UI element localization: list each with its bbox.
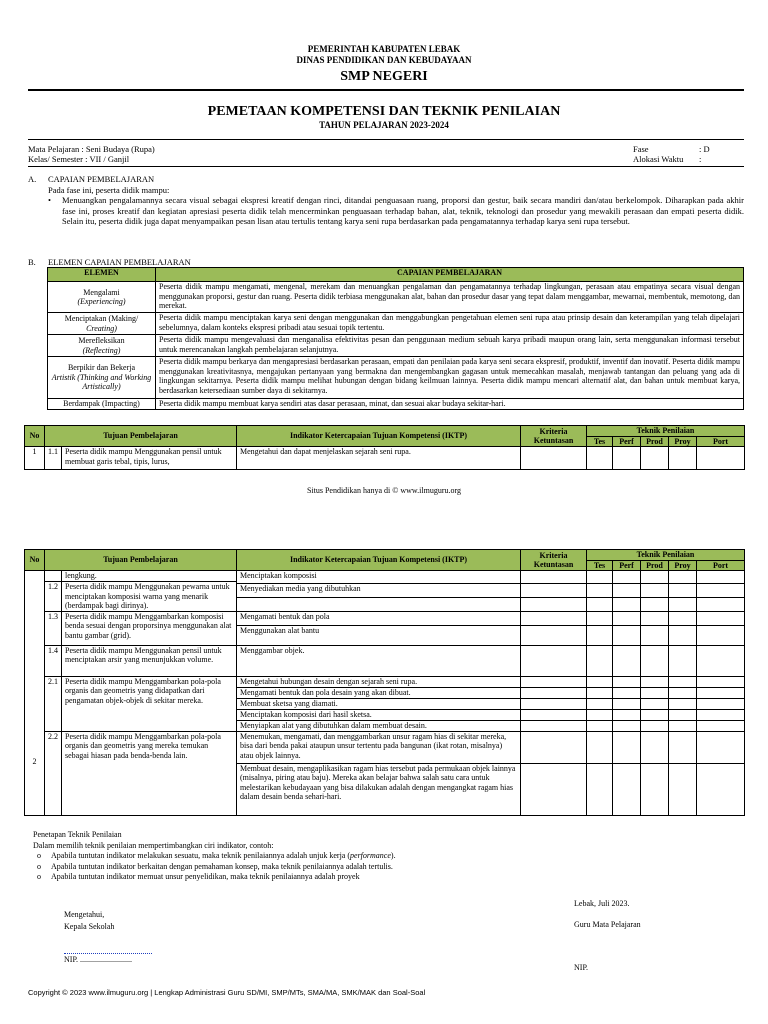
place-date: Lebak, Juli 2023. bbox=[574, 899, 630, 908]
tes-cell bbox=[587, 687, 613, 698]
tes-cell bbox=[587, 698, 613, 709]
prod-cell bbox=[641, 447, 669, 470]
iktp-cell: Menciptakan komposisi dari hasil sketsa. bbox=[237, 709, 521, 720]
kk-cell bbox=[521, 597, 587, 611]
element-name: Mengalami bbox=[83, 287, 120, 297]
port-cell bbox=[697, 611, 745, 625]
teacher-nip: NIP. bbox=[574, 963, 589, 972]
kk-header bbox=[521, 426, 587, 447]
perf-cell bbox=[613, 584, 641, 598]
teknik-header: Teknik Penilaian bbox=[587, 426, 745, 437]
tes-cell bbox=[587, 597, 613, 611]
tes-cell bbox=[587, 709, 613, 720]
sub-no: 1.4 bbox=[45, 645, 62, 676]
perf-cell bbox=[613, 645, 641, 676]
elements-col-header: ELEMEN bbox=[48, 268, 156, 282]
tes-cell bbox=[587, 584, 613, 598]
tp-cell: Peserta didik mampu Menggambarkan komposisi benda sesuai dengan proporsinya menggunakan alat bantu gambar (grid). bbox=[62, 611, 237, 645]
port-cell bbox=[697, 676, 745, 687]
no-header: No bbox=[25, 426, 45, 447]
iktp-cell: Menyediakan media yang dibutuhkan bbox=[237, 584, 521, 598]
iktp-cell: Menemukan, mengamati, dan menggambarkan unsur ragam hias di sekitar mereka, bisa dari benda pakai ataupun unsur tertentu pada bangunan (ikat rotan, misalnya) atau objek lainnya. bbox=[237, 731, 521, 763]
port-cell bbox=[697, 731, 745, 763]
proy-cell bbox=[669, 625, 697, 645]
assessment-text: Apabila tuntutan indikator memuat unsur penyelidikan, maka teknik penilaiannya adalah proyek bbox=[51, 872, 360, 881]
sub-no bbox=[45, 571, 62, 582]
element-name-en: Creating) bbox=[86, 323, 117, 333]
perf-cell bbox=[613, 731, 641, 763]
kk-cell bbox=[521, 611, 587, 625]
prod-header: Prod bbox=[641, 560, 669, 571]
proy-cell bbox=[669, 447, 697, 470]
section-b-label: B. bbox=[28, 257, 36, 267]
assessment-item bbox=[33, 872, 396, 883]
section-a bbox=[28, 174, 744, 227]
assessment-technique-section bbox=[33, 830, 396, 883]
iktp-header: Indikator Ketercapaian Tujuan Kompetensi (IKTP) bbox=[237, 426, 521, 447]
proy-cell bbox=[669, 611, 697, 625]
tes-cell bbox=[587, 720, 613, 731]
no-header: No bbox=[25, 550, 45, 571]
title-divider bbox=[28, 139, 744, 140]
perf-header: Perf bbox=[613, 560, 641, 571]
assessment-text: Apabila tuntutan indikator melakukan sesuatu, maka teknik penilaiannya adalah unjuk kerja ( bbox=[51, 851, 351, 860]
sub-no: 1.1 bbox=[45, 447, 62, 470]
element-name-en: Artistik (Thinking and Working Artistically) bbox=[51, 372, 152, 392]
tp-cell: Peserta didik mampu Menggunakan pensil untuk menciptakan arsir yang menunjukkan volume. bbox=[62, 645, 237, 676]
prod-cell bbox=[641, 597, 669, 611]
proy-cell bbox=[669, 720, 697, 731]
port-cell bbox=[697, 584, 745, 598]
tes-cell bbox=[587, 447, 613, 470]
proy-cell bbox=[669, 676, 697, 687]
phase-value: : D bbox=[699, 144, 710, 154]
circle-bullet-icon: o bbox=[37, 861, 41, 871]
competency-table-1 bbox=[24, 425, 745, 470]
site-credit: Situs Pendidikan hanya di © www.ilmuguru.org bbox=[306, 486, 462, 495]
kk-cell bbox=[521, 447, 587, 470]
assessment-text-end: ). bbox=[390, 851, 396, 860]
tp-header: Tujuan Pembelajaran bbox=[45, 550, 237, 571]
element-name: Berdampak (Impacting) bbox=[63, 399, 140, 408]
port-cell bbox=[697, 597, 745, 611]
proy-cell bbox=[669, 597, 697, 611]
proy-cell bbox=[669, 763, 697, 815]
sub-no: 1.2 bbox=[45, 582, 62, 612]
kk-cell bbox=[521, 571, 587, 584]
info-divider bbox=[28, 166, 744, 167]
element-cell bbox=[48, 282, 156, 313]
perf-header: Perf bbox=[613, 436, 641, 447]
perf-cell bbox=[613, 571, 641, 584]
prod-cell bbox=[641, 763, 669, 815]
port-header: Port bbox=[697, 560, 745, 571]
bullet-icon: • bbox=[48, 195, 51, 205]
achievement-cell: Peserta didik mampu berkarya dan mengapresiasi berdasarkan perasaan, empati dan penilaian pada karya seni secara ekspresif, produktif, inventif dan inovatif. Peserta didik mampu menggunakan kreativitasnya, mengajukan pertanyaan yang bermakna dan mengembangkan gagasan untuk memecahkan masalah, menjawab tantangan dan peluang yang ada di lingkungan sekitarnya. Peserta didik mampu melihat hubungan dengan bidang keilmuan lainnya. Peserta didik mampu mencari alternatif alat, dan bahan untuk membuat karya, berdasarkan ketersediaan sumber daya di sekitarnya. bbox=[156, 357, 744, 399]
class-line: Kelas/ Semester : VII / Ganjil bbox=[28, 154, 130, 164]
iktp-cell: Mengetahui hubungan desain dengan sejarah seni rupa. bbox=[237, 676, 521, 687]
letterhead bbox=[0, 44, 768, 66]
port-cell bbox=[697, 447, 745, 470]
circle-bullet-icon: o bbox=[37, 872, 41, 881]
teacher-role: Guru Mata Pelajaran bbox=[574, 920, 641, 929]
circle-bullet-icon: o bbox=[37, 851, 41, 860]
achievement-cell: Peserta didik mampu membuat karya sendiri atas dasar perasaan, minat, dan sesuai akar budaya sekitar-hari. bbox=[156, 399, 744, 410]
tp-cell: Peserta didik mampu Menggambarkan pola-pola organis dan geometris yang didapatkan dari pengamatan objek-objek di sekitar mereka. bbox=[62, 676, 237, 731]
port-cell bbox=[697, 763, 745, 815]
proy-cell bbox=[669, 584, 697, 598]
acknowledged-label: Mengetahui, bbox=[64, 910, 105, 919]
tp-cell: Peserta didik mampu Menggunakan pensil untuk membuat garis tebal, tipis, lurus, bbox=[62, 447, 237, 470]
section-a-title: CAPAIAN PEMBELAJARAN bbox=[48, 174, 155, 184]
element-cell bbox=[48, 357, 156, 399]
tes-cell bbox=[587, 645, 613, 676]
doc-title: PEMETAAN KOMPETENSI DAN TEKNIK PENILAIAN bbox=[207, 104, 561, 119]
section-a-label: A. bbox=[28, 174, 37, 184]
proy-cell bbox=[669, 645, 697, 676]
proy-header: Proy bbox=[669, 436, 697, 447]
principal-signature bbox=[64, 909, 152, 966]
prod-cell bbox=[641, 611, 669, 625]
competency-table-2 bbox=[24, 549, 745, 816]
kk-label-2: Ketuntasan bbox=[533, 436, 574, 445]
kk-cell bbox=[521, 584, 587, 598]
prod-cell bbox=[641, 687, 669, 698]
perf-cell bbox=[613, 709, 641, 720]
prod-cell bbox=[641, 676, 669, 687]
section-b-title: ELEMEN CAPAIAN PEMBELAJARAN bbox=[48, 257, 191, 267]
principal-role: Kepala Sekolah bbox=[64, 922, 115, 931]
sub-no: 2.2 bbox=[45, 731, 62, 815]
copyright-footer: Copyright © 2023 www.ilmuguru.org | Lengkap Administrasi Guru SD/MI, SMP/MTs, SMA/MA, SMK/MAK dan Soal-Soal bbox=[28, 988, 426, 997]
prod-cell bbox=[641, 731, 669, 763]
element-name: Berpikir dan Bekerja bbox=[67, 363, 136, 373]
assessment-item bbox=[33, 862, 396, 873]
tes-cell bbox=[587, 611, 613, 625]
tp-cell: Peserta didik mampu Menggambarkan pola-pola organis dan geometris yang mereka temukan sebagai hiasan pada benda-benda lain. bbox=[62, 731, 237, 815]
teacher-signature bbox=[574, 898, 641, 973]
kk-header bbox=[521, 550, 587, 571]
row-no bbox=[25, 698, 45, 709]
elements-table bbox=[47, 267, 744, 410]
port-cell bbox=[697, 571, 745, 584]
prod-cell bbox=[641, 625, 669, 645]
element-cell bbox=[48, 313, 156, 335]
tp-cell: lengkung. bbox=[62, 571, 237, 582]
achievement-col-header: CAPAIAN PEMBELAJARAN bbox=[156, 268, 744, 282]
kk-cell bbox=[521, 698, 587, 709]
tes-cell bbox=[587, 731, 613, 763]
school-name: SMP NEGERI bbox=[340, 69, 428, 84]
port-cell bbox=[697, 709, 745, 720]
section-a-bullet: Menuangkan pengalamannya secara visual sebagai ekspresi kreatif dengan rinci, ditandai penguasaan ruang, proporsi dan gestur, baik secara mandiri dan/atau berkelompok. Diharapkan pada akhir fase ini, proses kreatif dan kegiatan apresiasi peserta didik telah mencerminkan penguasaan terhadap bahan, alat, teknik, teknologi dan prosedur yang mewakili perasaan dan empati peserta didik. Selain itu, peserta didik juga dapat menyampaikan pesan lisan atau tertulis tentang karya seni rupa berdasarkan pada pengamatannya terhadap karya seni rupa tersebut. bbox=[62, 195, 744, 226]
iktp-header: Indikator Ketercapaian Tujuan Kompetensi (IKTP) bbox=[237, 550, 521, 571]
port-cell bbox=[697, 687, 745, 698]
achievement-cell: Peserta didik mampu mengevaluasi dan menganalisa efektivitas pesan dan penggunaan medium sebuah karya pribadi maupun orang lain, serta menggunakan informasi tersebut untuk merencanakan langkah pembelajaran selanjutnya. bbox=[156, 335, 744, 357]
proy-cell bbox=[669, 698, 697, 709]
kk-label-1: Kriteria bbox=[539, 426, 568, 436]
tp-header: Tujuan Pembelajaran bbox=[45, 426, 237, 447]
iktp-cell: Menggambar objek. bbox=[237, 645, 521, 676]
iktp-cell: Membuat sketsa yang diamati. bbox=[237, 698, 521, 709]
sub-no: 2.1 bbox=[45, 676, 62, 731]
iktp-cell: Membuat desain, mengaplikasikan ragam hias tersebut pada permukaan objek lainnya (misalnya, piring atau baju). Mereka akan belajar bahwa salah satu cara untuk melestarikan kebudayaan yang bisa dilakukan adalah dengan mengangkat ragam hias dalam desain benda sehari-hari. bbox=[237, 763, 521, 815]
achievement-cell: Peserta didik mampu menciptakan karya seni dengan menggunakan dan menggabungkan pengetahuan elemen seni rupa atau prinsip desain dan keterampilan yang telah dipelajari sebelumnya, dalam konteks ekspresi pribadi atau sesuai topik tertentu. bbox=[156, 313, 744, 335]
row-no: 2 bbox=[25, 709, 45, 815]
perf-cell bbox=[613, 611, 641, 625]
perf-cell bbox=[613, 597, 641, 611]
tes-header: Tes bbox=[587, 560, 613, 571]
port-cell bbox=[697, 645, 745, 676]
row-no bbox=[25, 571, 45, 699]
kk-cell bbox=[521, 709, 587, 720]
prod-cell bbox=[641, 645, 669, 676]
dept-name: DINAS PENDIDIKAN DAN KEBUDAYAAN bbox=[296, 55, 472, 65]
iktp-cell: Mengamati bentuk dan pola desain yang akan dibuat. bbox=[237, 687, 521, 698]
perf-cell bbox=[613, 698, 641, 709]
iktp-cell: Menciptakan komposisi bbox=[237, 571, 521, 584]
section-b-heading bbox=[28, 257, 191, 268]
assessment-intro: Dalam memilih teknik penilaian mempertimbangkan ciri indikator, contoh: bbox=[33, 840, 274, 850]
kk-cell bbox=[521, 676, 587, 687]
perf-cell bbox=[613, 763, 641, 815]
tes-cell bbox=[587, 676, 613, 687]
kk-label-1: Kriteria bbox=[539, 550, 568, 560]
kk-cell bbox=[521, 731, 587, 763]
principal-nip: NIP. .......................... bbox=[64, 955, 133, 964]
kk-cell bbox=[521, 720, 587, 731]
element-name-en: (Experiencing) bbox=[77, 297, 126, 306]
port-cell bbox=[697, 625, 745, 645]
iktp-cell: Mengamati bentuk dan pola bbox=[237, 611, 521, 625]
tp-cell: Peserta didik mampu Menggunakan pewarna untuk menciptakan komposisi warna yang menarik (berdampak bagi dirinya). bbox=[62, 582, 237, 612]
prod-cell bbox=[641, 709, 669, 720]
tes-header: Tes bbox=[587, 436, 613, 447]
assessment-title: Penetapan Teknik Penilaian bbox=[33, 830, 122, 839]
element-cell bbox=[48, 335, 156, 357]
element-cell bbox=[48, 399, 156, 410]
kk-cell bbox=[521, 687, 587, 698]
tes-cell bbox=[587, 571, 613, 584]
prod-header: Prod bbox=[641, 436, 669, 447]
perf-cell bbox=[613, 720, 641, 731]
achievement-cell: Peserta didik mampu mengamati, mengenal, merekam dan menuangkan pengalaman dan pengamatannya terhadap lingkungan, perasaan atau empatinya secara visual dengan menggunakan proporsi, gestur dan ruang. Peserta didik terbiasa menggunakan alat, bahan dan prosedur dasar yang tepat dalam menggambar, mewarnai, membentuk, memotong, dan merekat. bbox=[156, 282, 744, 313]
proy-cell bbox=[669, 687, 697, 698]
assessment-em: performance bbox=[350, 851, 391, 860]
time-value: : bbox=[699, 154, 702, 164]
iktp-cell: Mengetahui dan dapat menjelaskan sejarah seni rupa. bbox=[237, 447, 521, 470]
phase-label: Fase bbox=[633, 144, 649, 154]
element-name: Menciptakan (Making/ bbox=[64, 314, 139, 323]
iktp-cell bbox=[237, 597, 521, 611]
time-label: Alokasi Waktu bbox=[633, 154, 684, 164]
perf-cell bbox=[613, 687, 641, 698]
assessment-item bbox=[33, 851, 396, 862]
assessment-text: Apabila tuntutan indikator berkaitan dengan pemahaman konsep, maka teknik penilaiannya adalah tertulis. bbox=[51, 861, 393, 871]
kk-cell bbox=[521, 625, 587, 645]
section-a-intro: Pada fase ini, peserta didik mampu: bbox=[48, 184, 170, 195]
kk-label-2: Ketuntasan bbox=[533, 560, 574, 569]
gov-name: PEMERINTAH KABUPATEN LEBAK bbox=[307, 44, 461, 54]
row-no: 1 bbox=[25, 447, 45, 470]
port-header: Port bbox=[697, 436, 745, 447]
port-cell bbox=[697, 698, 745, 709]
tes-cell bbox=[587, 763, 613, 815]
subject-line: Mata Pelajaran : Seni Budaya (Rupa) bbox=[28, 144, 155, 154]
perf-cell bbox=[613, 676, 641, 687]
phase-info bbox=[633, 144, 710, 164]
sub-no: 1.3 bbox=[45, 611, 62, 645]
element-name-en: (Reflecting) bbox=[82, 345, 121, 355]
prod-cell bbox=[641, 720, 669, 731]
prod-cell bbox=[641, 571, 669, 584]
proy-cell bbox=[669, 731, 697, 763]
port-cell bbox=[697, 720, 745, 731]
header-divider bbox=[28, 89, 744, 91]
proy-cell bbox=[669, 571, 697, 584]
kk-cell bbox=[521, 763, 587, 815]
teknik-header: Teknik Penilaian bbox=[587, 550, 745, 561]
iktp-cell: Menyiapkan alat yang dibutuhkan dalam membuat desain. bbox=[237, 720, 521, 731]
subject-info bbox=[28, 144, 155, 164]
tes-cell bbox=[587, 625, 613, 645]
proy-header: Proy bbox=[669, 560, 697, 571]
perf-cell bbox=[613, 447, 641, 470]
perf-cell bbox=[613, 625, 641, 645]
prod-cell bbox=[641, 698, 669, 709]
prod-cell bbox=[641, 584, 669, 598]
doc-year: TAHUN PELAJARAN 2023-2024 bbox=[319, 120, 449, 130]
proy-cell bbox=[669, 709, 697, 720]
element-name: Merefleksikan bbox=[78, 336, 125, 345]
iktp-cell: Menggunakan alat bantu bbox=[237, 625, 521, 645]
kk-cell bbox=[521, 645, 587, 676]
